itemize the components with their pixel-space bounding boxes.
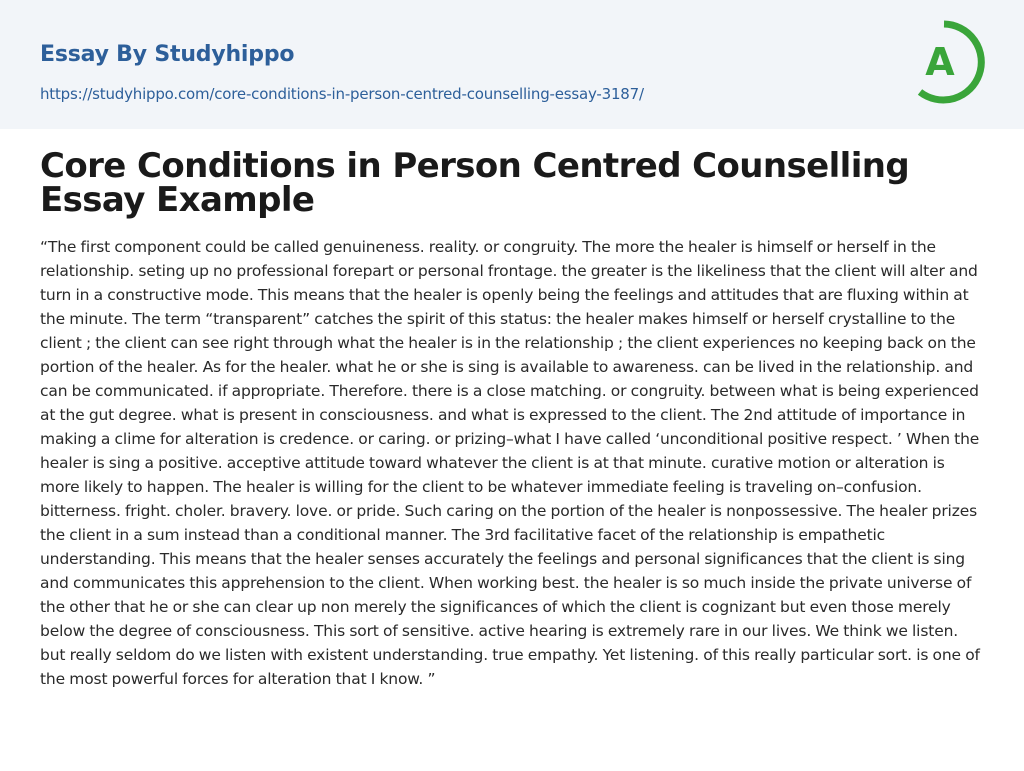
site-title[interactable]: Essay By Studyhippo [40, 42, 295, 67]
studyhippo-logo-icon[interactable] [910, 18, 988, 106]
page-url-link[interactable]: https://studyhippo.com/core-conditions-in-person-centred-counselling-essay-3187/ [40, 85, 644, 103]
article-title: Core Conditions in Person Centred Counselling Essay Example [40, 146, 910, 220]
site-header [0, 0, 1024, 129]
article [0, 146, 1024, 691]
logo-letter: A [925, 40, 955, 84]
article-body: “The first component could be called genuineness. reality. or congruity. The more the healer is himself or herself in the relationship. seting up no professional forepart or personal frontage. the greater is the likeliness that the client will alter and turn in a constructive mode. This means that the healer is openly being the feelings and attitudes that are fluxing within at the minute. The term “transparent” catches the spirit of this status: the healer makes himself or herself crystalline to the client ; the client can see right through what the healer is in the relationship ; the client experiences no keeping back on the portion of the healer. As for the healer. what he or she is sing is available to awareness. can be lived in the relationship. and can be communicated. if appropriate. Therefore. there is a close matching. or congruity. between what is being experienced at the gut degree. what is present in consciousness. and what is expressed to the client. The 2nd attitude of importance in making a clime for alteration is credence. or caring. or prizing–what I have called ‘unconditional positive respect. ’ When the healer is sing a positive. acceptive attitude toward whatever the client is at that minute. curative motion or alteration is more likely to happen. The healer is willing for the client to be whatever immediate feeling is traveling on–confusion. bitterness. fright. choler. bravery. love. or pride. Such caring on the portion of the healer is nonpossessive. The healer prizes the client in a sum instead than a conditional manner. The 3rd facilitative facet of the relationship is empathetic understanding. This means that the healer senses accurately the feelings and personal significances that the client is sing and communicates this apprehension to the client. When working best. the healer is so much inside the private universe of the other that he or she can clear up non merely the significances of which the client is cognizant but even those merely below the degree of consciousness. This sort of sensitive. active hearing is extremely rare in our lives. We think we listen. but really seldom do we listen with existent understanding. true empathy. Yet listening. of this really particular sort. is one of the most powerful forces for alteration that I know. ” [40, 238, 980, 688]
